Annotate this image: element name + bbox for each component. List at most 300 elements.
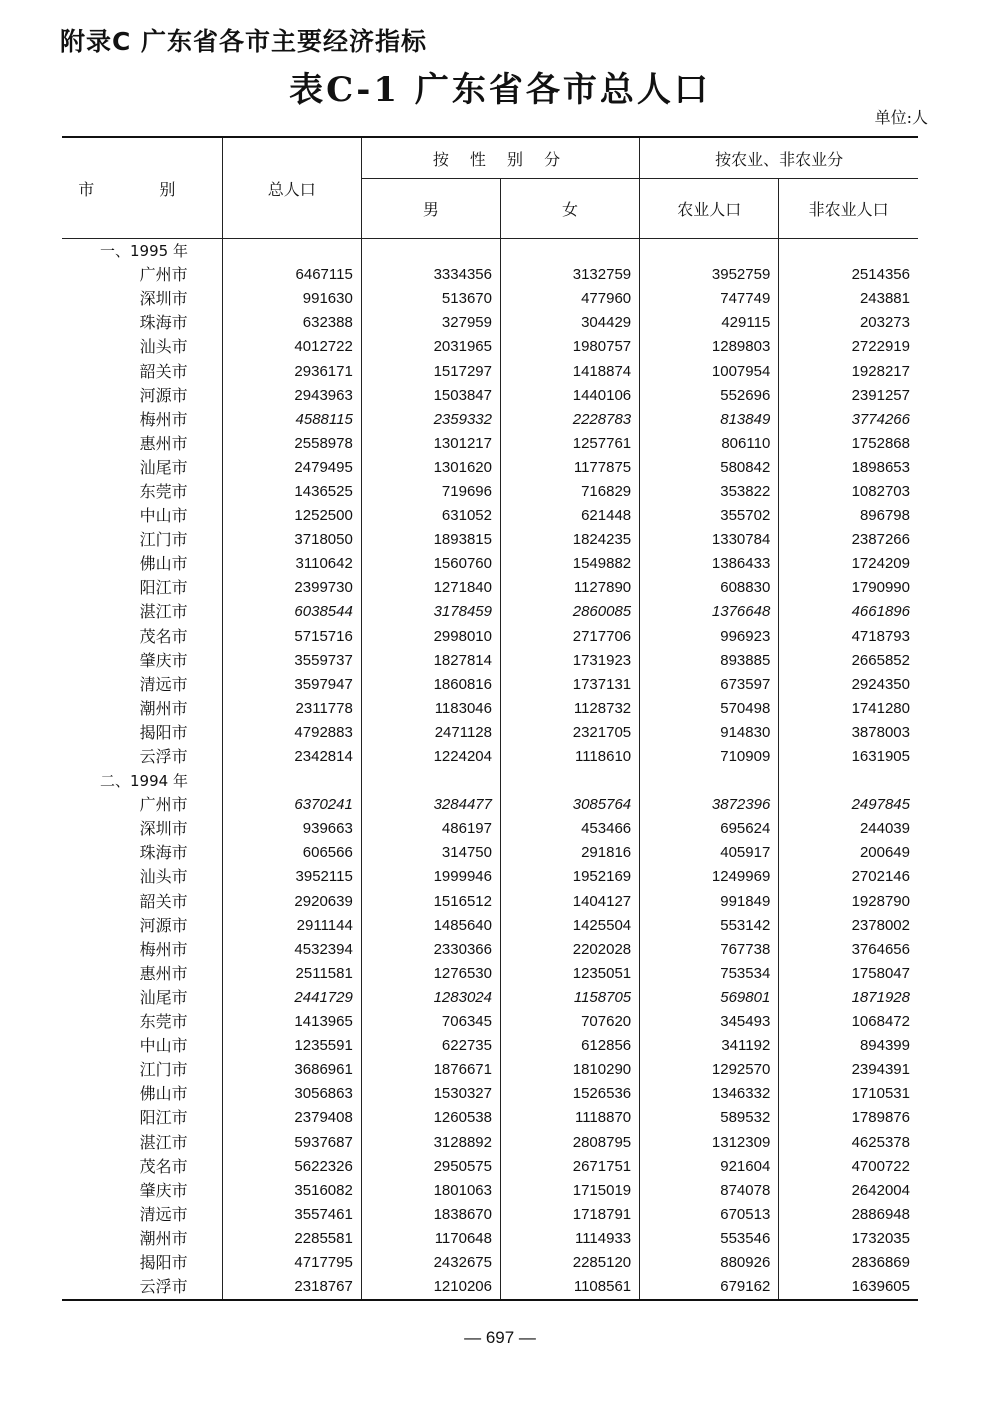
year-label: 一、1995 年 bbox=[62, 239, 222, 264]
nonagri-cell: 1082703 bbox=[851, 482, 910, 500]
female-cell: 453466 bbox=[500, 817, 639, 841]
table-row bbox=[62, 600, 918, 624]
empty-cell bbox=[500, 769, 639, 793]
city-name: 惠州市 bbox=[62, 962, 222, 986]
nonagri-cell: 3878003 bbox=[851, 723, 910, 741]
nonagri-cell: 2702146 bbox=[851, 868, 910, 886]
page-number: — 697 — bbox=[464, 1328, 536, 1347]
total-cell: 2342814 bbox=[222, 745, 361, 769]
nonagri-cell: 4718793 bbox=[851, 627, 910, 645]
city-name: 汕头市 bbox=[62, 865, 222, 889]
empty-cell bbox=[779, 769, 918, 793]
female-cell: 1718791 bbox=[500, 1203, 639, 1227]
city-name: 汕尾市 bbox=[62, 986, 222, 1010]
table-row bbox=[62, 962, 918, 986]
city-name: 惠州市 bbox=[62, 432, 222, 456]
total-cell: 5937687 bbox=[222, 1130, 361, 1154]
table-row bbox=[62, 528, 918, 552]
female-cell: 1114933 bbox=[500, 1227, 639, 1251]
nonagri-cell: 1928790 bbox=[851, 892, 910, 910]
female-cell: 1118610 bbox=[500, 745, 639, 769]
female-cell: 1158705 bbox=[500, 986, 639, 1010]
year-row bbox=[62, 239, 918, 264]
city-name: 茂名市 bbox=[62, 625, 222, 649]
nonagri-cell: 1732035 bbox=[851, 1229, 910, 1247]
male-cell: 2998010 bbox=[361, 625, 500, 649]
city-name: 韶关市 bbox=[62, 359, 222, 383]
nonagri-cell: 2387266 bbox=[851, 531, 910, 549]
agri-cell: 1292570 bbox=[640, 1058, 779, 1082]
city-name: 清远市 bbox=[62, 673, 222, 697]
table-row bbox=[62, 697, 918, 721]
nonagri-cell: 1789876 bbox=[851, 1109, 910, 1127]
female-cell: 2860085 bbox=[500, 600, 639, 624]
header-by-agri: 按农业、非农业分 bbox=[640, 137, 918, 179]
female-cell: 612856 bbox=[500, 1034, 639, 1058]
table-row bbox=[62, 384, 918, 408]
total-cell: 1252500 bbox=[222, 504, 361, 528]
total-cell: 2920639 bbox=[222, 890, 361, 914]
unit-label: 单位:人 bbox=[874, 108, 928, 127]
city-name: 深圳市 bbox=[62, 287, 222, 311]
city-name: 梅州市 bbox=[62, 408, 222, 432]
nonagri-cell: 200649 bbox=[859, 844, 910, 862]
female-cell: 716829 bbox=[500, 480, 639, 504]
female-cell: 477960 bbox=[500, 287, 639, 311]
agri-cell: 3872396 bbox=[640, 793, 779, 817]
female-cell: 1952169 bbox=[500, 865, 639, 889]
male-cell: 1260538 bbox=[361, 1106, 500, 1130]
male-cell: 1503847 bbox=[361, 384, 500, 408]
female-cell: 3085764 bbox=[500, 793, 639, 817]
total-cell: 2441729 bbox=[222, 986, 361, 1010]
city-name: 中山市 bbox=[62, 1034, 222, 1058]
male-cell: 1801063 bbox=[361, 1179, 500, 1203]
nonagri-cell: 894399 bbox=[859, 1037, 910, 1055]
female-cell: 1824235 bbox=[500, 528, 639, 552]
table-row bbox=[62, 1082, 918, 1106]
agri-cell: 405917 bbox=[640, 841, 779, 865]
table-row bbox=[62, 311, 918, 335]
male-cell: 706345 bbox=[361, 1010, 500, 1034]
male-cell: 622735 bbox=[361, 1034, 500, 1058]
table-row bbox=[62, 793, 918, 817]
city-name: 潮州市 bbox=[62, 697, 222, 721]
male-cell: 3334356 bbox=[361, 263, 500, 287]
agri-cell: 921604 bbox=[640, 1155, 779, 1179]
empty-cell bbox=[779, 239, 918, 264]
agri-cell: 569801 bbox=[640, 986, 779, 1010]
agri-cell: 991849 bbox=[640, 890, 779, 914]
male-cell: 327959 bbox=[361, 311, 500, 335]
nonagri-cell: 4625378 bbox=[851, 1133, 910, 1151]
city-name: 揭阳市 bbox=[62, 1251, 222, 1275]
table-row bbox=[62, 1010, 918, 1034]
total-cell: 2511581 bbox=[222, 962, 361, 986]
female-cell: 1177875 bbox=[500, 456, 639, 480]
total-cell: 632388 bbox=[222, 311, 361, 335]
female-cell: 1118870 bbox=[500, 1106, 639, 1130]
agri-cell: 1289803 bbox=[640, 335, 779, 359]
empty-cell bbox=[361, 769, 500, 793]
city-name: 河源市 bbox=[62, 384, 222, 408]
female-cell: 707620 bbox=[500, 1010, 639, 1034]
city-name: 广州市 bbox=[62, 263, 222, 287]
agri-cell: 914830 bbox=[640, 721, 779, 745]
empty-cell bbox=[222, 769, 361, 793]
total-cell: 2936171 bbox=[222, 359, 361, 383]
empty-cell bbox=[500, 239, 639, 264]
table-row bbox=[62, 1251, 918, 1275]
male-cell: 1276530 bbox=[361, 962, 500, 986]
header-female: 女 bbox=[500, 179, 639, 239]
total-cell: 3056863 bbox=[222, 1082, 361, 1106]
city-name: 梅州市 bbox=[62, 938, 222, 962]
header-by-sex: 按 性 别 分 bbox=[361, 137, 639, 179]
total-cell: 3559737 bbox=[222, 649, 361, 673]
agri-cell: 874078 bbox=[640, 1179, 779, 1203]
total-cell: 6370241 bbox=[222, 793, 361, 817]
nonagri-cell: 2394391 bbox=[851, 1061, 910, 1079]
city-name: 韶关市 bbox=[62, 890, 222, 914]
agri-cell: 570498 bbox=[640, 697, 779, 721]
nonagri-cell: 2924350 bbox=[851, 675, 910, 693]
male-cell: 3178459 bbox=[361, 600, 500, 624]
table-row bbox=[62, 1058, 918, 1082]
city-name: 阳江市 bbox=[62, 1106, 222, 1130]
nonagri-cell: 2514356 bbox=[851, 266, 910, 284]
city-name: 湛江市 bbox=[62, 600, 222, 624]
city-name: 肇庆市 bbox=[62, 1179, 222, 1203]
total-cell: 3952115 bbox=[222, 865, 361, 889]
male-cell: 3284477 bbox=[361, 793, 500, 817]
female-cell: 1440106 bbox=[500, 384, 639, 408]
female-cell: 2228783 bbox=[500, 408, 639, 432]
table-row bbox=[62, 721, 918, 745]
table-row bbox=[62, 263, 918, 287]
total-cell: 2558978 bbox=[222, 432, 361, 456]
nonagri-cell: 3764656 bbox=[851, 940, 910, 958]
total-cell: 2318767 bbox=[222, 1275, 361, 1300]
female-cell: 1810290 bbox=[500, 1058, 639, 1082]
table-row bbox=[62, 938, 918, 962]
city-name: 揭阳市 bbox=[62, 721, 222, 745]
female-cell: 2321705 bbox=[500, 721, 639, 745]
table-row bbox=[62, 552, 918, 576]
male-cell: 1838670 bbox=[361, 1203, 500, 1227]
table-row bbox=[62, 914, 918, 938]
agri-cell: 580842 bbox=[640, 456, 779, 480]
agri-cell: 429115 bbox=[640, 311, 779, 335]
female-cell: 1980757 bbox=[500, 335, 639, 359]
total-cell: 4588115 bbox=[222, 408, 361, 432]
male-cell: 1301217 bbox=[361, 432, 500, 456]
nonagri-cell: 1928217 bbox=[851, 362, 910, 380]
city-name: 湛江市 bbox=[62, 1130, 222, 1154]
city-name: 肇庆市 bbox=[62, 649, 222, 673]
table-row bbox=[62, 287, 918, 311]
city-name: 深圳市 bbox=[62, 817, 222, 841]
male-cell: 1530327 bbox=[361, 1082, 500, 1106]
male-cell: 1999946 bbox=[361, 865, 500, 889]
header-city: 市 别 bbox=[62, 137, 222, 239]
nonagri-cell: 2722919 bbox=[851, 338, 910, 356]
table-body bbox=[62, 239, 918, 1301]
male-cell: 1876671 bbox=[361, 1058, 500, 1082]
city-name: 佛山市 bbox=[62, 1082, 222, 1106]
male-cell: 631052 bbox=[361, 504, 500, 528]
total-cell: 991630 bbox=[222, 287, 361, 311]
appendix-title: 附录C 广东省各市主要经济指标 bbox=[60, 27, 428, 56]
male-cell: 2330366 bbox=[361, 938, 500, 962]
total-cell: 5622326 bbox=[222, 1155, 361, 1179]
male-cell: 314750 bbox=[361, 841, 500, 865]
city-name: 珠海市 bbox=[62, 311, 222, 335]
table-row bbox=[62, 817, 918, 841]
city-name: 江门市 bbox=[62, 528, 222, 552]
agri-cell: 753534 bbox=[640, 962, 779, 986]
total-cell: 4532394 bbox=[222, 938, 361, 962]
header-total: 总人口 bbox=[222, 137, 361, 239]
nonagri-cell: 1758047 bbox=[851, 964, 910, 982]
female-cell: 621448 bbox=[500, 504, 639, 528]
male-cell: 1860816 bbox=[361, 673, 500, 697]
male-cell: 1516512 bbox=[361, 890, 500, 914]
female-cell: 1715019 bbox=[500, 1179, 639, 1203]
table-row bbox=[62, 1203, 918, 1227]
male-cell: 719696 bbox=[361, 480, 500, 504]
population-table bbox=[62, 136, 918, 1301]
city-name: 珠海市 bbox=[62, 841, 222, 865]
total-cell: 2285581 bbox=[222, 1227, 361, 1251]
female-cell: 1737131 bbox=[500, 673, 639, 697]
city-name: 阳江市 bbox=[62, 576, 222, 600]
table-row bbox=[62, 649, 918, 673]
nonagri-cell: 3774266 bbox=[851, 410, 910, 428]
table-header bbox=[62, 137, 918, 239]
total-cell: 3516082 bbox=[222, 1179, 361, 1203]
nonagri-cell: 1068472 bbox=[851, 1013, 910, 1031]
total-cell: 4012722 bbox=[222, 335, 361, 359]
header-agri: 农业人口 bbox=[640, 179, 779, 239]
table-row bbox=[62, 1275, 918, 1300]
table-row bbox=[62, 1130, 918, 1154]
empty-cell bbox=[640, 769, 779, 793]
city-name: 汕头市 bbox=[62, 335, 222, 359]
agri-cell: 813849 bbox=[640, 408, 779, 432]
total-cell: 3110642 bbox=[222, 552, 361, 576]
agri-cell: 553142 bbox=[640, 914, 779, 938]
total-cell: 1235591 bbox=[222, 1034, 361, 1058]
nonagri-cell: 2497845 bbox=[851, 796, 910, 814]
table-row bbox=[62, 408, 918, 432]
table-row bbox=[62, 841, 918, 865]
table-row bbox=[62, 456, 918, 480]
nonagri-cell: 1741280 bbox=[851, 699, 910, 717]
table-row bbox=[62, 576, 918, 600]
female-cell: 1731923 bbox=[500, 649, 639, 673]
nonagri-cell: 2836869 bbox=[851, 1253, 910, 1271]
agri-cell: 710909 bbox=[640, 745, 779, 769]
female-cell: 2671751 bbox=[500, 1155, 639, 1179]
table-row bbox=[62, 625, 918, 649]
female-cell: 1404127 bbox=[500, 890, 639, 914]
agri-cell: 1376648 bbox=[640, 600, 779, 624]
city-name: 潮州市 bbox=[62, 1227, 222, 1251]
female-cell: 1108561 bbox=[500, 1275, 639, 1300]
male-cell: 1224204 bbox=[361, 745, 500, 769]
agri-cell: 670513 bbox=[640, 1203, 779, 1227]
agri-cell: 1249969 bbox=[640, 865, 779, 889]
total-cell: 6038544 bbox=[222, 600, 361, 624]
male-cell: 1893815 bbox=[361, 528, 500, 552]
city-name: 清远市 bbox=[62, 1203, 222, 1227]
city-name: 汕尾市 bbox=[62, 456, 222, 480]
nonagri-cell: 2665852 bbox=[851, 651, 910, 669]
male-cell: 1170648 bbox=[361, 1227, 500, 1251]
nonagri-cell: 2886948 bbox=[851, 1205, 910, 1223]
nonagri-cell: 1790990 bbox=[851, 579, 910, 597]
agri-cell: 996923 bbox=[640, 625, 779, 649]
female-cell: 2717706 bbox=[500, 625, 639, 649]
nonagri-cell: 4661896 bbox=[851, 603, 910, 621]
agri-cell: 880926 bbox=[640, 1251, 779, 1275]
male-cell: 2359332 bbox=[361, 408, 500, 432]
male-cell: 1271840 bbox=[361, 576, 500, 600]
total-cell: 2911144 bbox=[222, 914, 361, 938]
female-cell: 1425504 bbox=[500, 914, 639, 938]
agri-cell: 353822 bbox=[640, 480, 779, 504]
female-cell: 304429 bbox=[500, 311, 639, 335]
nonagri-cell: 896798 bbox=[859, 507, 910, 525]
agri-cell: 1386433 bbox=[640, 552, 779, 576]
agri-cell: 608830 bbox=[640, 576, 779, 600]
table-row bbox=[62, 335, 918, 359]
agri-cell: 553546 bbox=[640, 1227, 779, 1251]
table-row bbox=[62, 432, 918, 456]
city-name: 佛山市 bbox=[62, 552, 222, 576]
agri-cell: 3952759 bbox=[640, 263, 779, 287]
female-cell: 1235051 bbox=[500, 962, 639, 986]
nonagri-cell: 1631905 bbox=[851, 748, 910, 766]
table-row bbox=[62, 986, 918, 1010]
male-cell: 1485640 bbox=[361, 914, 500, 938]
agri-cell: 767738 bbox=[640, 938, 779, 962]
nonagri-cell: 244039 bbox=[859, 820, 910, 838]
total-cell: 2479495 bbox=[222, 456, 361, 480]
table-title: 表C-1 广东省各市总人口 bbox=[289, 70, 711, 110]
agri-cell: 1346332 bbox=[640, 1082, 779, 1106]
male-cell: 1301620 bbox=[361, 456, 500, 480]
agri-cell: 806110 bbox=[640, 432, 779, 456]
male-cell: 1827814 bbox=[361, 649, 500, 673]
empty-cell bbox=[361, 239, 500, 264]
female-cell: 1526536 bbox=[500, 1082, 639, 1106]
agri-cell: 1007954 bbox=[640, 359, 779, 383]
nonagri-cell: 1898653 bbox=[851, 458, 910, 476]
nonagri-cell: 1871928 bbox=[851, 988, 910, 1006]
empty-cell bbox=[222, 239, 361, 264]
nonagri-cell: 203273 bbox=[859, 314, 910, 332]
year-row bbox=[62, 769, 918, 793]
empty-cell bbox=[640, 239, 779, 264]
year-label: 二、1994 年 bbox=[62, 769, 222, 793]
table-row bbox=[62, 673, 918, 697]
nonagri-cell: 2391257 bbox=[851, 386, 910, 404]
table-row bbox=[62, 1034, 918, 1058]
total-cell: 2311778 bbox=[222, 697, 361, 721]
table-row bbox=[62, 480, 918, 504]
total-cell: 2943963 bbox=[222, 384, 361, 408]
nonagri-cell: 4700722 bbox=[851, 1157, 910, 1175]
total-cell: 4717795 bbox=[222, 1251, 361, 1275]
agri-cell: 552696 bbox=[640, 384, 779, 408]
agri-cell: 679162 bbox=[640, 1275, 779, 1300]
female-cell: 2202028 bbox=[500, 938, 639, 962]
table-row bbox=[62, 865, 918, 889]
city-name: 中山市 bbox=[62, 504, 222, 528]
city-name: 河源市 bbox=[62, 914, 222, 938]
city-name: 茂名市 bbox=[62, 1155, 222, 1179]
nonagri-cell: 243881 bbox=[859, 290, 910, 308]
city-name: 东莞市 bbox=[62, 480, 222, 504]
male-cell: 1183046 bbox=[361, 697, 500, 721]
nonagri-cell: 2642004 bbox=[851, 1181, 910, 1199]
city-name: 云浮市 bbox=[62, 1275, 222, 1300]
table-row bbox=[62, 1179, 918, 1203]
nonagri-cell: 1724209 bbox=[851, 555, 910, 573]
total-cell: 1413965 bbox=[222, 1010, 361, 1034]
female-cell: 291816 bbox=[500, 841, 639, 865]
header-nonagri: 非农业人口 bbox=[779, 179, 918, 239]
agri-cell: 673597 bbox=[640, 673, 779, 697]
female-cell: 1549882 bbox=[500, 552, 639, 576]
female-cell: 1127890 bbox=[500, 576, 639, 600]
male-cell: 1560760 bbox=[361, 552, 500, 576]
agri-cell: 589532 bbox=[640, 1106, 779, 1130]
agri-cell: 747749 bbox=[640, 287, 779, 311]
total-cell: 6467115 bbox=[222, 263, 361, 287]
header-male: 男 bbox=[361, 179, 500, 239]
nonagri-cell: 2378002 bbox=[851, 916, 910, 934]
male-cell: 2031965 bbox=[361, 335, 500, 359]
city-name: 江门市 bbox=[62, 1058, 222, 1082]
table-row bbox=[62, 745, 918, 769]
female-cell: 2285120 bbox=[500, 1251, 639, 1275]
male-cell: 3128892 bbox=[361, 1130, 500, 1154]
table-row bbox=[62, 359, 918, 383]
total-cell: 5715716 bbox=[222, 625, 361, 649]
male-cell: 1517297 bbox=[361, 359, 500, 383]
agri-cell: 355702 bbox=[640, 504, 779, 528]
female-cell: 3132759 bbox=[500, 263, 639, 287]
total-cell: 2379408 bbox=[222, 1106, 361, 1130]
total-cell: 3718050 bbox=[222, 528, 361, 552]
nonagri-cell: 1710531 bbox=[851, 1085, 910, 1103]
agri-cell: 1330784 bbox=[640, 528, 779, 552]
total-cell: 3597947 bbox=[222, 673, 361, 697]
total-cell: 2399730 bbox=[222, 576, 361, 600]
male-cell: 1210206 bbox=[361, 1275, 500, 1300]
male-cell: 2950575 bbox=[361, 1155, 500, 1179]
city-name: 东莞市 bbox=[62, 1010, 222, 1034]
total-cell: 1436525 bbox=[222, 480, 361, 504]
male-cell: 2432675 bbox=[361, 1251, 500, 1275]
male-cell: 1283024 bbox=[361, 986, 500, 1010]
table-row bbox=[62, 1106, 918, 1130]
table-row bbox=[62, 890, 918, 914]
female-cell: 1257761 bbox=[500, 432, 639, 456]
